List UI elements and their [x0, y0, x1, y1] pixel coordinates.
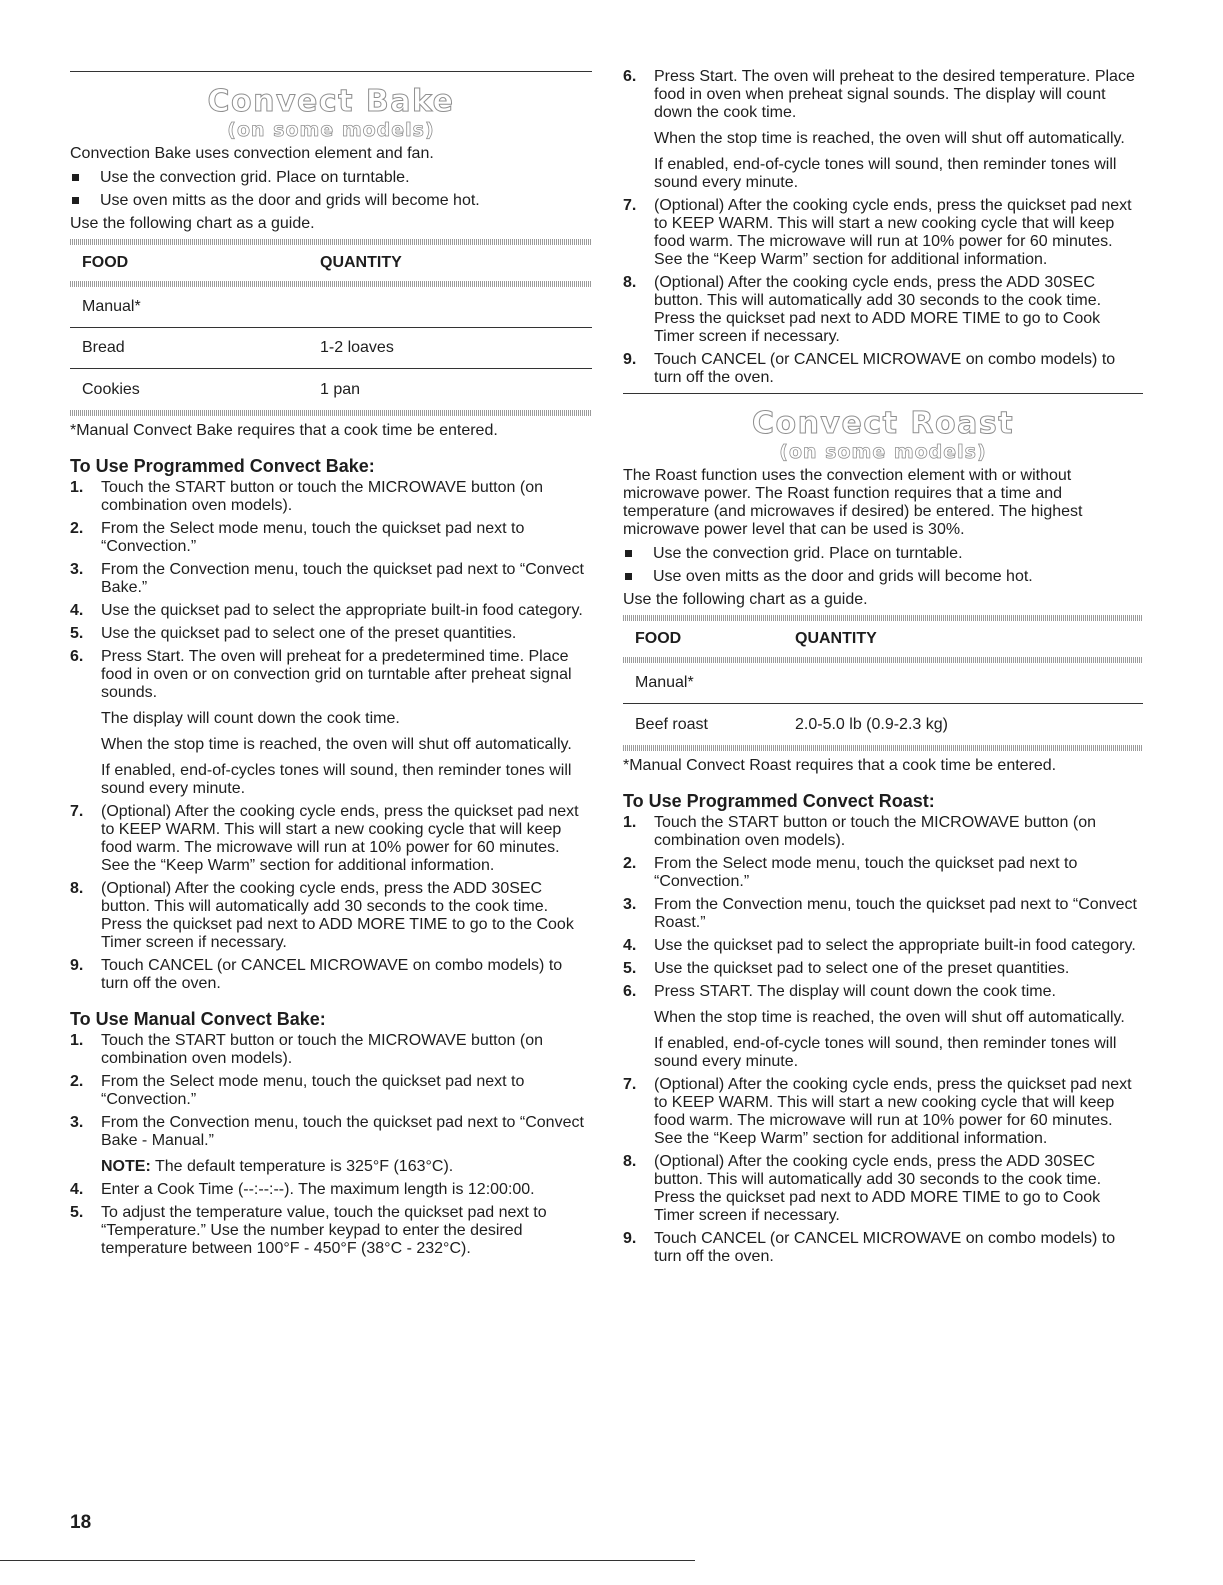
step-text: Press Start. The oven will preheat for a predetermined time. Place food in oven or on convection grid on turntable after preheat signal sounds.	[101, 648, 572, 701]
step-text: Touch the START button or touch the MICROWAVE button (on combination oven models).	[654, 814, 1096, 849]
list-item	[70, 625, 592, 643]
programmed-roast-steps	[623, 814, 1143, 1266]
heading-programmed-convect-bake: To Use Programmed Convect Bake:	[70, 456, 375, 476]
list-item	[623, 960, 1143, 978]
step-text: Use the quickset pad to select one of the preset quantities.	[101, 625, 517, 642]
step-text: Use the quickset pad to select the appropriate built-in food category.	[101, 602, 583, 619]
step-text: If enabled, end-of-cycle tones will sound, then reminder tones will sound every minute.	[654, 1035, 1117, 1070]
continued-manual-bake-steps	[623, 68, 1143, 387]
list-item	[623, 896, 1143, 932]
table-header-row	[623, 621, 1143, 657]
list-item	[623, 197, 1143, 269]
list-item	[623, 814, 1143, 850]
list-item: 5. To adjust the temperature value, touch the quickset pad next to “Temperature.” Use the number keypad to enter the desired temperature between 100°F - 450°F (38°C - 232°C).	[70, 1204, 547, 1257]
step-number: 1.	[70, 479, 84, 496]
table-row: Manual*	[70, 287, 592, 328]
step-number: 8.	[623, 274, 637, 291]
table-row: Cookies 1 pan	[82, 380, 361, 398]
programmed-bake-steps	[70, 479, 592, 993]
list-item	[623, 855, 1143, 891]
header-quantity: QUANTITY	[320, 254, 402, 271]
step-text: If enabled, end-of-cycle tones will sound, then reminder tones will sound every minute.	[654, 156, 1117, 191]
list-item: 4. Enter a Cook Time (--:--:--). The maximum length is 12:00:00.	[70, 1181, 535, 1198]
list-item	[623, 1230, 1143, 1266]
list-item	[623, 1153, 1143, 1225]
list-item: 3. From the Convection menu, touch the quickset pad next to “Convect Bake - Manual.” NOTE: The default temperature is 325°F (163°C).	[70, 1114, 592, 1176]
step-number: 8.	[70, 880, 84, 897]
list-item	[623, 937, 1143, 955]
bullet-item: Use the convection grid. Place on turntable.	[623, 545, 1143, 563]
step-number: 1.	[623, 814, 637, 831]
step-number: 3.	[70, 561, 84, 578]
step-number: 9.	[70, 957, 84, 974]
heading-programmed-convect-roast: To Use Programmed Convect Roast:	[623, 791, 935, 811]
step-text: Touch the START button or touch the MICROWAVE button (on combination oven models).	[101, 479, 543, 514]
step-text: From the Select mode menu, touch the quickset pad next to “Convection.”	[101, 520, 525, 555]
guide-text: Use the following chart as a guide.	[70, 215, 315, 232]
step-text: From the Select mode menu, touch the quickset pad next to “Convection.”	[654, 855, 1078, 890]
step-text: Touch CANCEL (or CANCEL MICROWAVE on combo models) to turn off the oven.	[101, 957, 563, 992]
list-item	[70, 602, 592, 620]
step-number: 6.	[70, 648, 84, 665]
step-text: (Optional) After the cooking cycle ends, press the quickset pad next to KEEP WARM. This will start a new cooking cycle that will keep food warm. The microwave will run at 10% power for 60 minutes. See the “Keep Warm” section for additional information.	[654, 197, 1132, 268]
header-food: FOOD	[635, 630, 682, 647]
convect-bake-table	[70, 239, 592, 416]
step-number: 7.	[70, 803, 84, 820]
bullet-square-icon	[70, 169, 100, 187]
list-item	[70, 561, 592, 597]
step-number: 7.	[623, 197, 637, 214]
step-text: (Optional) After the cooking cycle ends, press the ADD 30SEC button. This will automatically add 30 seconds to the cook time. Press the quickset pad next to ADD MORE TIME to go to the Cook Timer screen if necessary.	[101, 880, 574, 951]
bullet-item: Use the convection grid. Place on turntable.	[70, 169, 592, 187]
top-rule	[70, 71, 592, 72]
list-item	[70, 648, 592, 798]
step-text: Use the quickset pad to select one of the preset quantities.	[654, 960, 1070, 977]
list-item	[623, 1076, 1143, 1148]
list-item	[70, 957, 592, 993]
convect-roast-table	[623, 615, 1143, 751]
table-dotted-rule	[623, 745, 1143, 751]
step-text: Touch CANCEL (or CANCEL MICROWAVE on combo models) to turn off the oven.	[654, 1230, 1116, 1265]
bullet-item: Use oven mitts as the door and grids will become hot.	[623, 568, 1143, 586]
right-column	[623, 0, 1143, 1271]
step-number: 3.	[623, 896, 637, 913]
table-dotted-rule	[70, 410, 592, 416]
section-title-convect-roast: Convect Roast	[751, 406, 1015, 441]
step-text: Press START. The display will count down the cook time.	[654, 983, 1056, 1000]
page-number: 18	[70, 1512, 92, 1533]
step-number: 6.	[623, 983, 637, 1000]
step-text: The display will count down the cook time.	[101, 710, 400, 727]
step-text: If enabled, end-of-cycles tones will sound, then reminder tones will sound every minute.	[101, 762, 572, 797]
section-title-convect-bake: Convect Bake	[207, 84, 455, 119]
table-row: Bread 1-2 loaves	[70, 328, 592, 369]
list-item	[70, 880, 592, 952]
bullet-square-icon	[623, 545, 653, 563]
bullet-square-icon	[623, 568, 653, 586]
step-number: 5.	[623, 960, 637, 977]
step-text: Use the quickset pad to select the appropriate built-in food category.	[654, 937, 1136, 954]
table-header-row	[70, 245, 592, 281]
list-item	[623, 983, 1143, 1071]
step-number: 4.	[623, 937, 637, 954]
list-item	[623, 351, 1143, 387]
table-row: Beef roast 2.0-5.0 lb (0.9-2.3 kg)	[635, 715, 948, 733]
step-text: When the stop time is reached, the oven will shut off automatically.	[654, 130, 1125, 147]
step-number: 4.	[70, 602, 84, 619]
list-item	[70, 520, 592, 556]
step-number: 9.	[623, 351, 637, 368]
footer-rule	[0, 1560, 695, 1561]
step-text: (Optional) After the cooking cycle ends, press the ADD 30SEC button. This will automatically add 30 seconds to the cook time. Press the quickset pad next to ADD MORE TIME to go to Cook Timer screen if necessary.	[654, 1153, 1102, 1224]
step-number: 2.	[70, 520, 84, 537]
step-number: 9.	[623, 1230, 637, 1247]
step-text: When the stop time is reached, the oven will shut off automatically.	[654, 1009, 1125, 1026]
list-item	[623, 68, 1143, 192]
step-number: 5.	[70, 625, 84, 642]
step-text: When the stop time is reached, the oven will shut off automatically.	[101, 736, 572, 753]
list-item: 2. From the Select mode menu, touch the quickset pad next to “Convection.”	[70, 1073, 525, 1108]
list-item	[70, 479, 592, 515]
list-item: 1. Touch the START button or touch the MICROWAVE button (on combination oven models).	[70, 1032, 543, 1067]
list-item	[623, 274, 1143, 346]
intro-text: Convection Bake uses convection element and fan.	[70, 145, 434, 162]
table-footnote: *Manual Convect Roast requires that a cook time be entered.	[623, 757, 1057, 774]
step-text: Touch CANCEL (or CANCEL MICROWAVE on combo models) to turn off the oven.	[654, 351, 1116, 386]
step-text: From the Convection menu, touch the quickset pad next to “Convect Bake.”	[101, 561, 584, 596]
header-quantity: QUANTITY	[795, 630, 877, 647]
heading-manual-convect-bake: To Use Manual Convect Bake:	[70, 1009, 326, 1029]
step-number: 7.	[623, 1076, 637, 1093]
table-footnote: *Manual Convect Bake requires that a cook time be entered.	[70, 422, 498, 439]
step-text: From the Convection menu, touch the quickset pad next to “Convect Roast.”	[654, 896, 1137, 931]
section-rule	[623, 393, 1143, 394]
step-text: Press Start. The oven will preheat to the desired temperature. Place food in oven when preheat signal sounds. The display will count down the cook time.	[654, 68, 1135, 121]
note-text: NOTE: The default temperature is 325°F (163°C).	[101, 1158, 454, 1175]
step-number: 8.	[623, 1153, 637, 1170]
step-number: 2.	[623, 855, 637, 872]
header-food: FOOD	[82, 254, 129, 271]
section-subtitle: (on some models)	[227, 119, 435, 141]
manual-bake-steps	[70, 1032, 592, 1258]
step-text: (Optional) After the cooking cycle ends, press the ADD 30SEC button. This will automatically add 30 seconds to the cook time. Press the quickset pad next to ADD MORE TIME to go to Cook Timer screen if necessary.	[654, 274, 1102, 345]
list-item	[70, 803, 592, 875]
left-column	[70, 0, 592, 1263]
guide-text: Use the following chart as a guide.	[623, 591, 868, 608]
intro-text: The Roast function uses the convection element with or without microwave power. The Roast function requires that a time and temperature (and microwaves if desired) be entered. The highest microwave power level that can be used is 30%.	[623, 467, 1083, 538]
bullet-square-icon	[70, 192, 100, 210]
bullet-item: Use oven mitts as the door and grids will become hot.	[70, 192, 592, 210]
section-subtitle: (on some models)	[779, 441, 987, 463]
table-row: Manual*	[623, 663, 1143, 704]
step-number: 6.	[623, 68, 637, 85]
step-text: (Optional) After the cooking cycle ends, press the quickset pad next to KEEP WARM. This will start a new cooking cycle that will keep food warm. The microwave will run at 10% power for 60 minutes. See the “Keep Warm” section for additional information.	[101, 803, 579, 874]
step-text: (Optional) After the cooking cycle ends, press the quickset pad next to KEEP WARM. This will start a new cooking cycle that will keep food warm. The microwave will run at 10% power for 60 minutes. See the “Keep Warm” section for additional information.	[654, 1076, 1132, 1147]
